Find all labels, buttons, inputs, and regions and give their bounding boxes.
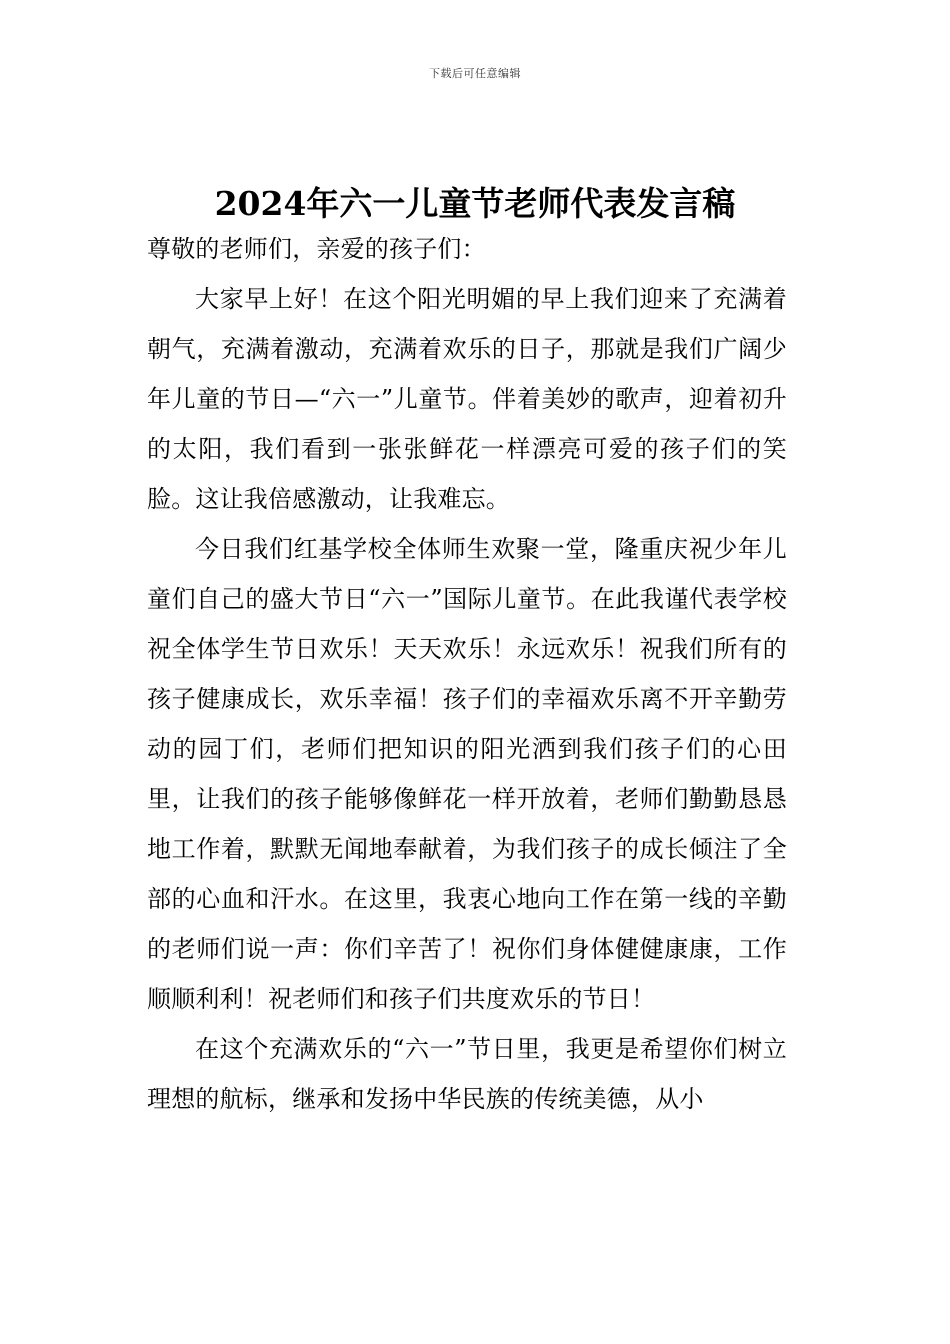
document-body <box>147 224 787 1124</box>
document-title: 2024年六一儿童节老师代表发言稿 <box>214 184 736 223</box>
header-note: 下载后可任意编辑 <box>429 67 521 80</box>
salutation: 尊敬的老师们，亲爱的孩子们： <box>147 235 486 263</box>
paragraph-3: 在这个充满欢乐的“六一”节日里，我更是希望你们树立理想的航标，继承和发扬中华民族的传统美德，从小 <box>147 1035 787 1113</box>
paragraph-1: 大家早上好！在这个阳光明媚的早上我们迎来了充满着朝气，充满着激动，充满着欢乐的日子，那就是我们广阔少年儿童的节日—“六一”儿童节。伴着美妙的歌声，迎着初升的太阳，我们看到一张张鲜花一样漂亮可爱的孩子们的笑脸。这让我倍感激动，让我难忘。 <box>147 285 787 513</box>
paragraph-2: 今日我们红基学校全体师生欢聚一堂，隆重庆祝少年儿童们自己的盛大节日“六一”国际儿童节。在此我谨代表学校祝全体学生节日欢乐！天天欢乐！永远欢乐！祝我们所有的孩子健康成长，欢乐幸福！孩子们的幸福欢乐离不开辛勤劳动的园丁们，老师们把知识的阳光洒到我们孩子们的心田里，让我们的孩子能够像鲜花一样开放着，老师们勤勤恳恳地工作着，默默无闻地奉献着，为我们孩子的成长倾注了全部的心血和汗水。在这里，我衷心地向工作在第一线的辛勤的老师们说一声：你们辛苦了！祝你们身体健健康康，工作顺顺利利！祝老师们和孩子们共度欢乐的节日！ <box>147 535 787 1013</box>
